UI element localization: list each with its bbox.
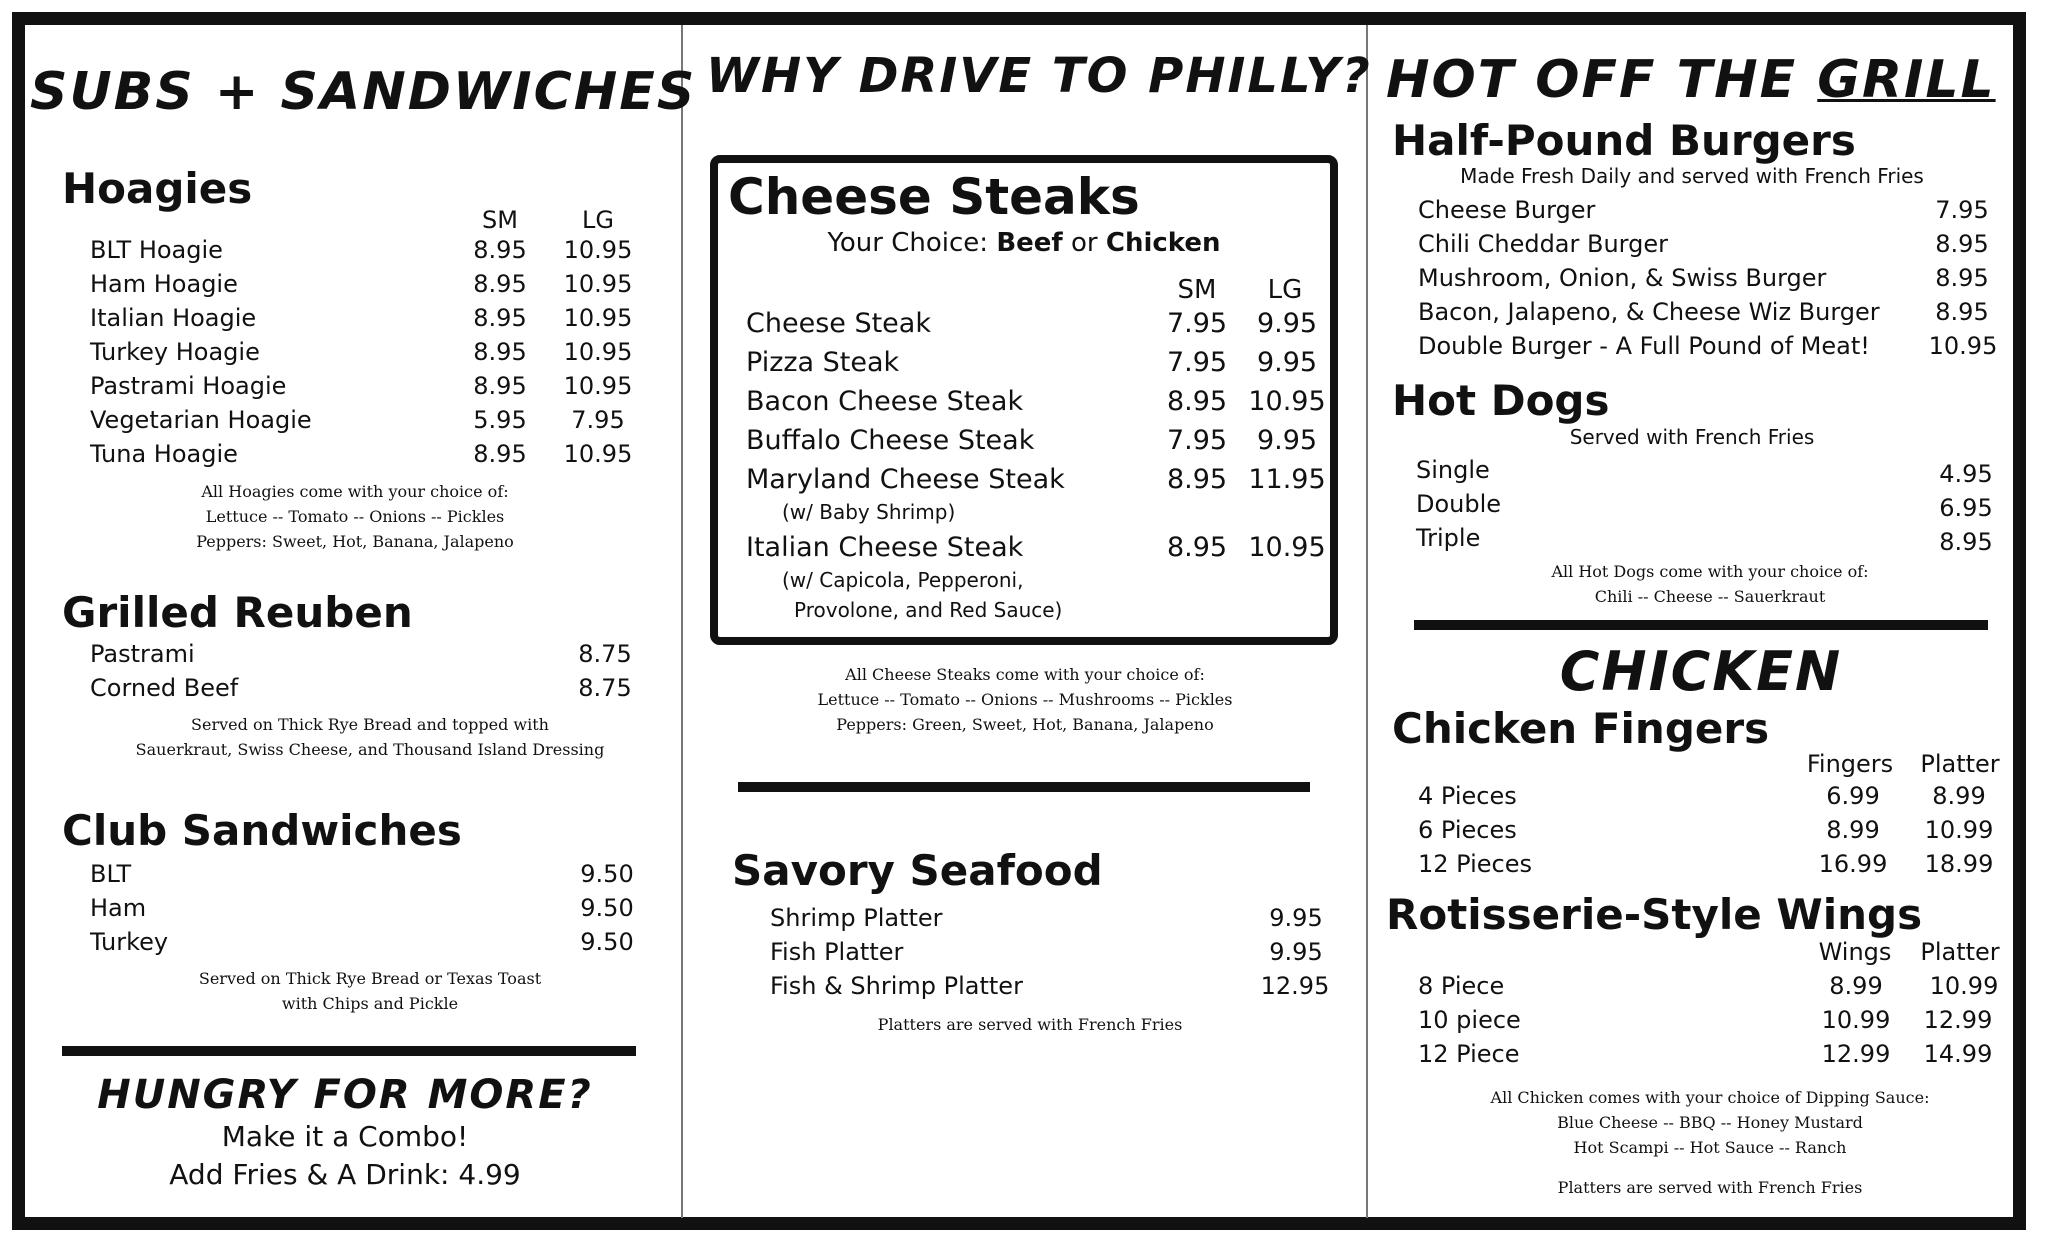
- item-description: (w/ Capicola, Pepperoni,: [782, 568, 1024, 592]
- price-platter: 18.99: [1924, 850, 1994, 878]
- menu-item-name: Pastrami Hoagie: [90, 372, 287, 400]
- column-title: SUBS + SANDWICHES: [30, 62, 697, 122]
- price-platter: 10.99: [1929, 972, 1999, 1000]
- price-wings: 10.99: [1821, 1006, 1891, 1034]
- menu-item-name: 6 Pieces: [1418, 816, 1517, 844]
- hoagie-note: [150, 479, 560, 554]
- note-line: All Hot Dogs come with your choice of:: [1551, 562, 1869, 581]
- price-lg: 11.95: [1248, 464, 1326, 495]
- note-line: with Chips and Pickle: [281, 994, 459, 1013]
- menu-item-name: 12 Pieces: [1418, 850, 1533, 878]
- price-lg: 10.95: [563, 236, 633, 264]
- price: 9.95: [1269, 938, 1323, 966]
- note-line: Blue Cheese -- BBQ -- Honey Mustard: [1557, 1113, 1863, 1132]
- menu-item-name: Buffalo Cheese Steak: [746, 425, 1035, 456]
- menu-item-name: Turkey Hoagie: [90, 338, 260, 366]
- price-sm: 8.95: [473, 338, 527, 366]
- price: 8.95: [1935, 264, 1989, 292]
- price-fingers: 6.99: [1826, 782, 1880, 810]
- price-fingers: 8.99: [1826, 816, 1880, 844]
- section-heading: Club Sandwiches: [62, 806, 462, 855]
- price-platter: 8.99: [1932, 782, 1986, 810]
- price-lg: 9.95: [1256, 308, 1318, 339]
- menu-item-name: Pastrami: [90, 640, 195, 668]
- price: 8.95: [1935, 298, 1989, 326]
- reuben-note: [110, 712, 630, 762]
- price: 9.95: [1269, 904, 1323, 932]
- column-header: Fingers: [1806, 750, 1894, 778]
- price-lg: 10.95: [1248, 386, 1326, 417]
- column-divider: [1366, 25, 1368, 1218]
- combo-line: Make it a Combo!: [221, 1120, 469, 1153]
- price-platter: 14.99: [1923, 1040, 1993, 1068]
- column-divider: [681, 25, 683, 1218]
- note-line: Served on Thick Rye Bread or Texas Toast: [198, 969, 542, 988]
- price: 8.75: [578, 640, 632, 668]
- size-header-lg: LG: [1267, 275, 1303, 305]
- combo-line: Add Fries & A Drink: 4.99: [169, 1158, 521, 1191]
- menu-item-name: Corned Beef: [90, 674, 239, 702]
- price: 12.95: [1260, 972, 1330, 1000]
- price-sm: 8.95: [473, 372, 527, 400]
- menu-item-name: Cheese Steak: [746, 308, 931, 339]
- menu-item-name: Turkey: [90, 928, 169, 956]
- club-note: [160, 966, 580, 1016]
- section-heading: Grilled Reuben: [62, 588, 413, 637]
- choice-prefix: Your Choice:: [827, 228, 997, 258]
- price-platter: 10.99: [1924, 816, 1994, 844]
- menu-item-name: Triple: [1416, 524, 1481, 552]
- price: 8.95: [1939, 528, 1993, 556]
- menu-item-name: Double: [1416, 490, 1502, 518]
- price-wings: 12.99: [1821, 1040, 1891, 1068]
- menu-item-name: Vegetarian Hoagie: [90, 406, 312, 434]
- price: 8.95: [1935, 230, 1989, 258]
- price-sm: 8.95: [473, 440, 527, 468]
- price-lg: 10.95: [563, 270, 633, 298]
- combo-title: HUNGRY FOR MORE?: [97, 1072, 593, 1118]
- menu-item-name: 10 piece: [1418, 1006, 1521, 1034]
- column-header: Wings: [1818, 938, 1892, 966]
- note-line: Chili -- Cheese -- Sauerkraut: [1594, 587, 1826, 606]
- note-line: Peppers: Green, Sweet, Hot, Banana, Jalapeno: [836, 715, 1214, 734]
- note-line: Lettuce -- Tomato -- Onions -- Mushrooms -- Pickles: [817, 690, 1233, 709]
- price-sm: 8.95: [1166, 532, 1228, 563]
- note-line: Sauerkraut, Swiss Cheese, and Thousand Island Dressing: [135, 740, 605, 759]
- price-sm: 5.95: [473, 406, 527, 434]
- price-sm: 7.95: [1166, 425, 1228, 456]
- chicken-note: [1460, 1085, 1960, 1160]
- menu-item-name: Bacon, Jalapeno, & Cheese Wiz Burger: [1418, 298, 1880, 326]
- divider-bar: [62, 1046, 636, 1056]
- menu-item-name: Fish & Shrimp Platter: [770, 972, 1023, 1000]
- price-lg: 10.95: [563, 440, 633, 468]
- price-sm: 7.95: [1166, 347, 1228, 378]
- price-sm: 8.95: [473, 304, 527, 332]
- menu-item-name: 4 Pieces: [1418, 782, 1517, 810]
- menu-item-name: BLT Hoagie: [90, 236, 223, 264]
- price: 8.75: [578, 674, 632, 702]
- seafood-note: Platters are served with French Fries: [877, 1015, 1183, 1034]
- section-heading: Rotisserie-Style Wings: [1386, 890, 1923, 939]
- menu-item-name: BLT: [90, 860, 132, 888]
- note-line: Hot Scampi -- Hot Sauce -- Ranch: [1573, 1138, 1847, 1157]
- price-platter: 12.99: [1923, 1006, 1993, 1034]
- item-description: Provolone, and Red Sauce): [794, 598, 1063, 622]
- section-heading: Hoagies: [62, 164, 253, 213]
- price-lg: 10.95: [563, 338, 633, 366]
- section-heading: Half-Pound Burgers: [1392, 116, 1856, 165]
- cheese-steak-note: [760, 662, 1290, 737]
- price-fingers: 16.99: [1818, 850, 1888, 878]
- menu-item-name: Shrimp Platter: [770, 904, 943, 932]
- divider-bar: [1414, 620, 1988, 630]
- menu-item-name: Bacon Cheese Steak: [746, 386, 1024, 417]
- price-lg: 10.95: [563, 372, 633, 400]
- price-lg: 9.95: [1256, 347, 1318, 378]
- size-header-sm: SM: [482, 206, 518, 234]
- choice-beef: Beef: [996, 228, 1063, 258]
- price-lg: 10.95: [1248, 532, 1326, 563]
- price-sm: 8.95: [473, 236, 527, 264]
- note-line: Lettuce -- Tomato -- Onions -- Pickles: [205, 507, 505, 526]
- title-part: HOT OFF THE: [1386, 50, 1818, 110]
- price: 9.50: [580, 894, 634, 922]
- menu-item-name: Fish Platter: [770, 938, 904, 966]
- choice-or: or: [1062, 228, 1106, 258]
- menu-item-name: 12 Piece: [1418, 1040, 1520, 1068]
- menu-item-name: Tuna Hoagie: [90, 440, 238, 468]
- section-subheading: Made Fresh Daily and served with French Fries: [1460, 164, 1924, 188]
- menu-item-name: Italian Hoagie: [90, 304, 257, 332]
- menu-item-name: Italian Cheese Steak: [746, 532, 1024, 563]
- menu-item-name: Mushroom, Onion, & Swiss Burger: [1418, 264, 1827, 292]
- menu-item-name: Ham: [90, 894, 147, 922]
- menu-item-name: Ham Hoagie: [90, 270, 238, 298]
- menu-item-name: Single: [1416, 456, 1490, 484]
- price-lg: 7.95: [571, 406, 625, 434]
- price: 9.50: [580, 860, 634, 888]
- price: 10.95: [1928, 332, 1998, 360]
- size-header-lg: LG: [582, 206, 614, 234]
- price-lg: 10.95: [563, 304, 633, 332]
- price-sm: 7.95: [1166, 308, 1228, 339]
- section-heading: Hot Dogs: [1392, 376, 1610, 425]
- note-line: All Hoagies come with your choice of:: [201, 482, 509, 501]
- price-sm: 8.95: [1166, 386, 1228, 417]
- price: 4.95: [1939, 460, 1993, 488]
- size-header-sm: SM: [1177, 275, 1217, 305]
- price: 7.95: [1935, 196, 1989, 224]
- note-line: All Chicken comes with your choice of Dipping Sauce:: [1490, 1088, 1930, 1107]
- chicken-title: CHICKEN: [1559, 640, 1843, 703]
- price: 9.50: [580, 928, 634, 956]
- column-header: Platter: [1920, 750, 2000, 778]
- menu-item-name: Double Burger - A Full Pound of Meat!: [1418, 332, 1870, 360]
- note-line: Peppers: Sweet, Hot, Banana, Jalapeno: [196, 532, 514, 551]
- chicken-platter-note: Platters are served with French Fries: [1557, 1178, 1863, 1197]
- choice-chicken: Chicken: [1105, 228, 1221, 258]
- menu-item-name: Chili Cheddar Burger: [1418, 230, 1668, 258]
- hotdog-note: [1500, 559, 1920, 609]
- price-sm: 8.95: [1166, 464, 1228, 495]
- note-line: All Cheese Steaks come with your choice of:: [845, 665, 1205, 684]
- divider-bar: [738, 782, 1310, 792]
- column-title: WHY DRIVE TO PHILLY?: [706, 48, 1372, 104]
- section-heading: Chicken Fingers: [1392, 704, 1770, 753]
- column-header: Platter: [1920, 938, 2000, 966]
- menu-item-name: Cheese Burger: [1418, 196, 1596, 224]
- price-wings: 8.99: [1829, 972, 1883, 1000]
- menu-item-name: 8 Piece: [1418, 972, 1505, 1000]
- section-heading: Cheese Steaks: [728, 168, 1140, 226]
- column-title: [1386, 50, 1996, 110]
- price-sm: 8.95: [473, 270, 527, 298]
- section-heading: Savory Seafood: [732, 846, 1103, 895]
- price-lg: 9.95: [1256, 425, 1318, 456]
- note-line: Served on Thick Rye Bread and topped with: [191, 715, 549, 734]
- section-subheading: Served with French Fries: [1569, 425, 1815, 449]
- menu-item-name: Maryland Cheese Steak: [746, 464, 1065, 495]
- item-description: (w/ Baby Shrimp): [782, 500, 956, 524]
- price: 6.95: [1939, 494, 1993, 522]
- choice-line: [710, 228, 1338, 258]
- title-part-underlined: GRILL: [1817, 50, 1996, 110]
- menu-item-name: Pizza Steak: [746, 347, 900, 378]
